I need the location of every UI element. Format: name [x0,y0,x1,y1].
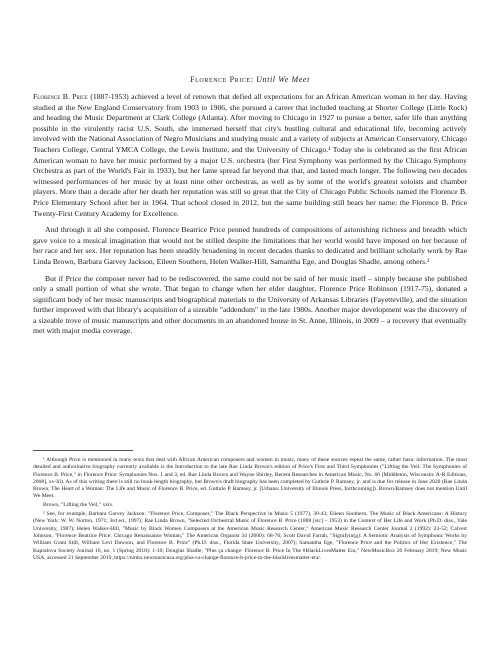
paragraph-1-text: (1887-1953) achieved a level of renown that defied all expectations for an African American woman in her day. Having studied at the New England Conservatory from 1903 to 1906, she pursued a career that included teaching at Shorter College (Little Rock) and heading the Music Department at Clark College (Atlanta). After moving to Chicago in 1927 to pursue a better, safer life than anything possible in the virulently racist U.S. South, she immersed herself that city's bustling cultural and educational life, becoming actively involved with the National Association of Negro Musicians and studying music and a variety of subjects at American Conservatory, Chicago Teachers College, Central YMCA College, the Lewis Institute, and the University of Chicago.¹ Today she is celebrated as the first African American woman to have her music performed by a major U.S. orchestra (her First Symphony was performed by the Chicago Symphony Orchestra as part of the World's Fair in 1933), but her fame spread far beyond that that, and lasted much longer. The following two decades witnessed performances of her music by at least nine other orchestras, as well as by some of the world's greatest soloists and chamber players. More than a decade after her death her reputation was still so great that the City of Chicago Public Schools named the Florence B. Price Elementary School after her in 1964. That school closed in 2012, but the same building still bears her name: the Florence B. Price Twenty-First Century Academy for Excellence. [33,92,467,218]
footnote-3: ² See, for example, Barbara Garvey Jackson: "Florence Price, Composer," The Black Perspective in Music 5 (1977), 30-43; Eileen Southern, The Music of Black Americans: A History (New York: W. W. Norton, 1971; 3rd ed., 1997); Rae Linda Brown, "Selected Orchestral Music of Florence B. Price (1888 [sic] – 1953) in the Context of Her Life and Work (Ph.D. diss., Yale University, 1987); Helen Walker-Hill, "Music by Black Women Composers at the American Music Research Center," American Music Research Center Journal 2 (1992): 23-52; Calvert Johnson, "Florence Beatrice Price: Chicago Renaissance Woman," The American Organist 34 (2000): 68-76; Scott David Farrah, "Signifyin(g): A Semiotic Analysis of Symphonic Works by William Grant Still, William Levi Dawson, and Florence B. Price" (Ph.D. diss., Florida State University, 2007); Samantha Ege, "Florence Price and the Politics of Her Existence," The Kapralova Society Journal 16, no. 1 (Spring 2018): 1-10; Douglas Shadle, "Plus ça change: Florence B. Price In The #BlackLivesMatter Era," NewMusicBox 20 February 2019; New Music USA, accessed 21 September 2019, https://nmbx.newmusicusa.org/plus-ca-change-florence-b-price-in-the-blacklivesmatter-era/. [33,511,467,561]
header-subtitle: Until We Meet [256,75,310,84]
paragraph-1-lead: Florence B. Price [33,92,88,101]
paragraph-2: And through it all she composed. Florence Beatrice Price penned hundreds of compositions of astonishing richness and breadth which gave voice to a musical imagination that would not be stilled despite the limitations that her world would have imposed on her because of her race and her sex. Her reputation has been steadily broadening in recent decades thanks to dedicated and brilliant scholarly work by Rae Linda Brown, Barbara Garvey Jackson, Eileen Southern, Helen Walker-Hill, Samantha Ege, and Douglas Shadle, among others.² [33,225,467,266]
paragraph-1 [33,92,467,219]
header-name: Florence Price: [190,75,254,84]
footnote-divider [33,450,133,451]
footnotes [33,457,467,564]
footnote-1: ¹ Although Price is mentioned in many texts that deal with African American composers and women in music, many of these sources repeat the same, rather basic information. The most detailed and authoritative biography currently available is the Introduction to the late Rae Linda Brown's edition of Price's First and Third Symphonies ("Lifting the Veil: The Symphonies of Florence B. Price," in Florence Price: Symphonies Nos. 1 and 3, ed. Rae Linda Brown and Wayne Shirley, Recent Researches in American Music, No. 66 [Middleton, Wisconsin: A-R Editions, 2008], xv-lii). As of this writing there is still no book-length biography, but Brown's draft biography has been completed by Guthrie P. Ramsey, jr. and is due for release in June 2020 (Rae Linda Brown, The Heart of a Woman: The Life and Music of Florence B. Price, ed. Guthrie P. Ramsey, jr. [Urbana: University of Illinois Press, forthcoming]). Brown/Ramsey does not mention Until We Meet. [33,457,467,500]
footnote-2: Brown, "Lifting the Veil," xxiv. [43,502,114,509]
running-header [0,75,500,84]
paragraph-3: But if Price the composer never had to be rediscovered, the same could not be said of her music itself – simply because she published only a small portion of what she wrote. That began to change when her elder daughter, Florence Price Robinson (1917-75), donated a significant body of her music manuscripts and biographical materials to the University of Arkansas Libraries (Fayetteville), and the situation further improved with that library's acquisition of a sizeable "addendum" in the late 1980s. Another major development was the discovery of a sizeable trove of music manuscripts and other documents in an abandoned house in St. Anne, Illinois, in 2009 – a recovery that eventually met with major media coverage. [33,273,467,336]
body-text [33,92,467,343]
